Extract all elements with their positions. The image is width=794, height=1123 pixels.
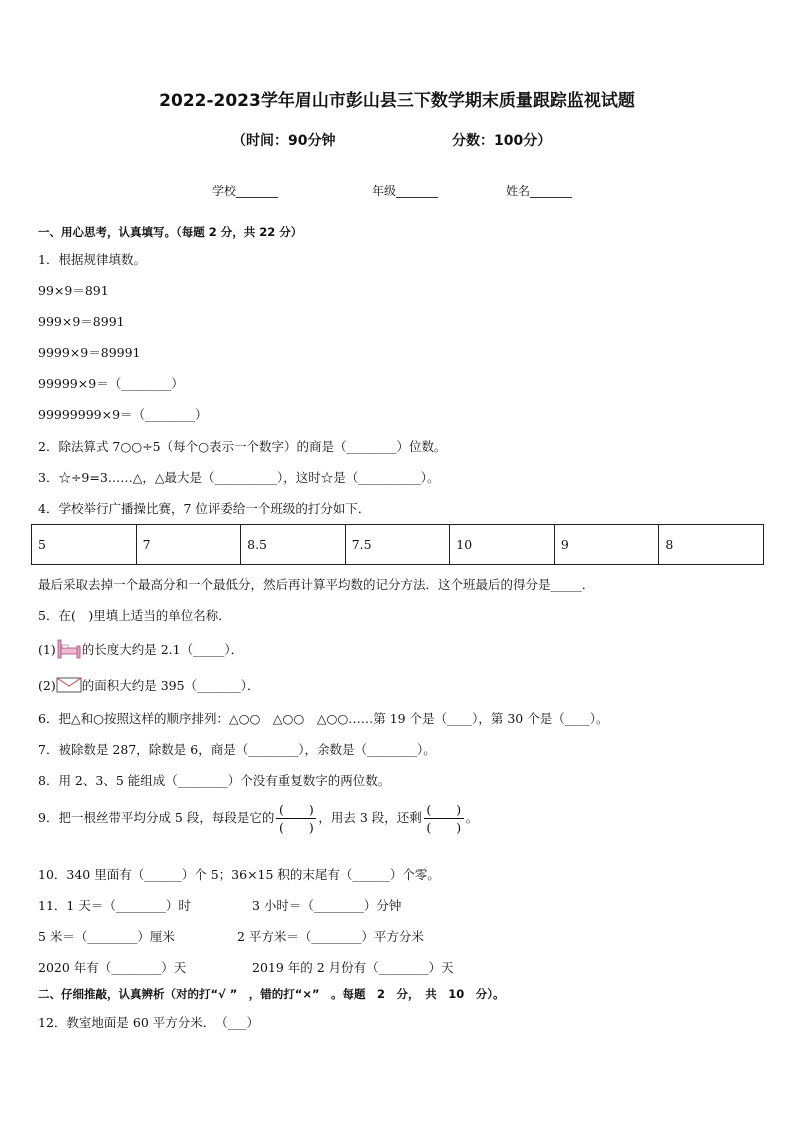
q5-part-1-prefix: (1) bbox=[38, 642, 56, 657]
q9-part-2: ，用去 3 段，还剩 bbox=[318, 810, 422, 825]
q3: 3．☆÷9=3……△，△最大是（__________），这时☆是（__________）。 bbox=[38, 470, 440, 485]
q11-row-1a: 11．1 天＝（________）时 bbox=[38, 898, 191, 913]
fraction-blank bbox=[276, 802, 316, 835]
q1-line-1: 99×9＝891 bbox=[38, 283, 109, 298]
section-2-heading: 二、仔细推敲，认真辨析（对的打“√ ” ，错的打“×” 。每题 2 分， 共 10 分）。 bbox=[38, 987, 505, 1001]
q4-stem: 4．学校举行广播操比赛，7 位评委给一个班级的打分如下． bbox=[38, 501, 371, 516]
envelope-icon bbox=[56, 677, 82, 696]
q1-line-4: 99999×9＝（________） bbox=[38, 376, 184, 391]
numerator-blank: ( ) bbox=[278, 802, 314, 817]
q5-part-1 bbox=[38, 638, 243, 663]
denominator-blank: ( ) bbox=[278, 820, 314, 835]
q6: 6．把△和○按照这样的顺序排列：△○○ △○○ △○○……第 19 个是（____），第 30 个是（____）。 bbox=[38, 711, 609, 726]
table-row bbox=[32, 525, 764, 565]
q9 bbox=[38, 802, 478, 835]
score-cell: 8 bbox=[659, 525, 764, 565]
total-score: 分数：100分） bbox=[452, 133, 552, 149]
q1-line-5: 99999999×9＝（________） bbox=[38, 407, 208, 422]
q11-row-3b: 2019 年的 2 月份有（________）天 bbox=[252, 960, 454, 975]
numerator-blank: ( ) bbox=[426, 802, 462, 817]
bed-icon bbox=[56, 638, 82, 663]
q9-part-1: 9．把一根丝带平均分成 5 段，每段是它的 bbox=[38, 810, 275, 825]
time-limit: （时间：90分钟 bbox=[232, 133, 336, 149]
name-field: 姓名_______ bbox=[506, 184, 573, 198]
q4-after: 最后采取去掉一个最高分和一个最低分，然后再计算平均数的记分方法．这个班最后的得分是_____． bbox=[38, 577, 595, 592]
q10: 10．340 里面有（______）个 5；36×15 积的末尾有（______）个零。 bbox=[38, 867, 440, 882]
q9-part-3: 。 bbox=[465, 810, 479, 825]
q11-row-1b: 3 小时＝（________）分钟 bbox=[252, 898, 402, 913]
score-table bbox=[31, 524, 764, 565]
q5-part-2 bbox=[38, 676, 260, 696]
q11-row-2a: 5 米＝（________）厘米 bbox=[38, 929, 175, 944]
score-cell: 9 bbox=[554, 525, 659, 565]
q1-stem: 1．根据规律填数。 bbox=[38, 252, 146, 267]
q7: 7．被除数是 287，除数是 6，商是（________），余数是（________）。 bbox=[38, 742, 436, 757]
score-cell: 10 bbox=[450, 525, 555, 565]
q11-row-3a: 2020 年有（________）天 bbox=[38, 960, 187, 975]
q1-line-2: 999×9＝8991 bbox=[38, 314, 125, 329]
fraction-blank bbox=[424, 802, 464, 835]
q5-part-2-text: 的面积大约是 395（_______）． bbox=[81, 678, 260, 693]
q8: 8．用 2、3、5 能组成（________）个没有重复数字的两位数。 bbox=[38, 773, 391, 788]
denominator-blank: ( ) bbox=[426, 820, 462, 835]
page-title: 2022-2023学年眉山市彭山县三下数学期末质量跟踪监视试题 bbox=[159, 91, 635, 111]
q2: 2．除法算式 7○○÷5（每个○表示一个数字）的商是（________）位数。 bbox=[38, 439, 447, 454]
q12: 12．教室地面是 60 平方分米． （___） bbox=[38, 1015, 260, 1030]
q11-row-2b: 2 平方米＝（________）平方分米 bbox=[237, 929, 424, 944]
grade-field: 年级_______ bbox=[372, 184, 439, 198]
score-cell: 5 bbox=[32, 525, 137, 565]
q5-part-1-text: 的长度大约是 2.1（_____）． bbox=[81, 642, 244, 657]
q5-part-2-prefix: (2) bbox=[38, 678, 56, 693]
q5-stem: 5．在( )里填上适当的单位名称． bbox=[38, 608, 231, 623]
score-cell: 7.5 bbox=[345, 525, 450, 565]
score-cell: 8.5 bbox=[241, 525, 346, 565]
school-field: 学校_______ bbox=[212, 184, 279, 198]
score-cell: 7 bbox=[136, 525, 241, 565]
section-1-heading: 一、用心思考，认真填写。（每题 2 分，共 22 分） bbox=[38, 225, 303, 239]
q1-line-3: 9999×9＝89991 bbox=[38, 345, 141, 360]
